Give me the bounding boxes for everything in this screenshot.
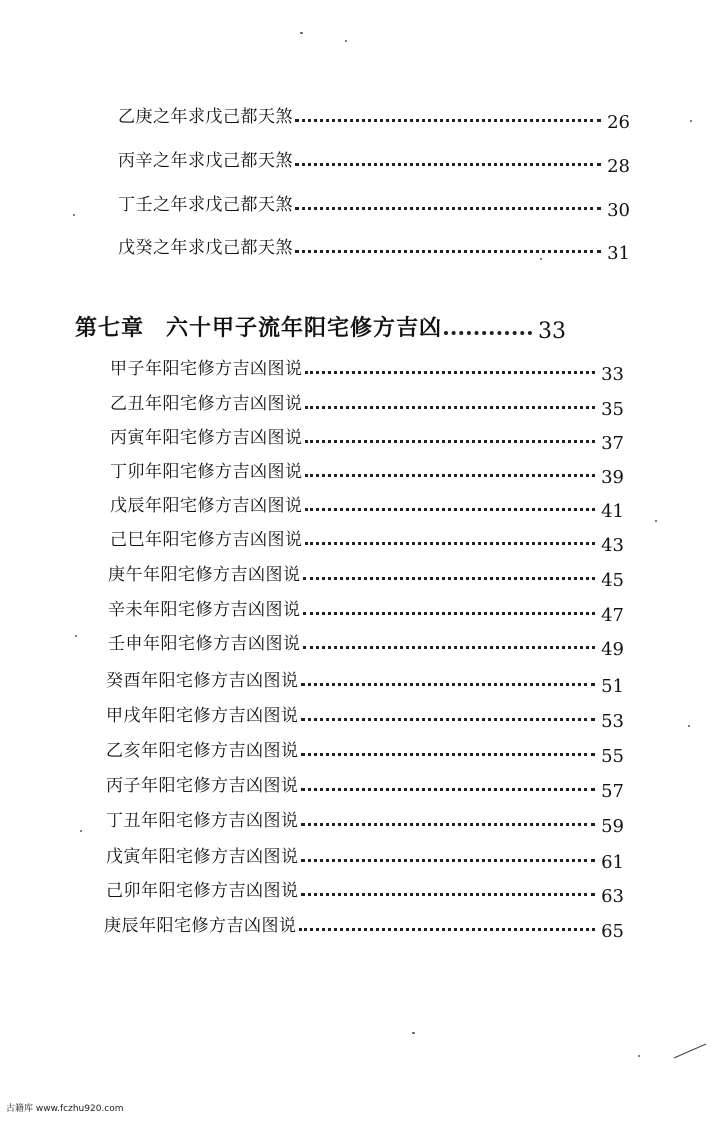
toc-entry-page: 28 — [607, 156, 630, 177]
toc-entry-page: 59 — [601, 816, 624, 837]
toc-entry-title: 己卯年阳宅修方吉凶图说 — [106, 881, 299, 901]
toc-entry-page: 37 — [601, 433, 624, 454]
scan-speck — [300, 32, 303, 34]
toc-entry-title: 戊辰年阳宅修方吉凶图说 — [110, 496, 303, 516]
toc-entry — [110, 487, 624, 522]
toc-entry-title: 庚午年阳宅修方吉凶图说 — [108, 565, 301, 585]
scan-speck — [80, 830, 82, 832]
dot-leader — [305, 473, 596, 477]
scan-speck — [412, 1032, 415, 1034]
toc-entry — [106, 767, 624, 802]
toc-entry-page: 26 — [607, 112, 630, 133]
toc-entry-title: 丙寅年阳宅修方吉凶图说 — [110, 428, 303, 448]
toc-entry — [106, 662, 624, 697]
toc-entry — [110, 419, 624, 454]
dot-leader — [301, 822, 596, 826]
toc-entry-title: 乙亥年阳宅修方吉凶图说 — [106, 741, 299, 761]
toc-entry-title: 壬申年阳宅修方吉凶图说 — [108, 634, 301, 654]
toc-entry-title: 丙子年阳宅修方吉凶图说 — [106, 776, 299, 796]
toc-entry — [108, 625, 624, 660]
toc-entry — [106, 732, 624, 767]
toc-entry-title: 癸酉年阳宅修方吉凶图说 — [106, 671, 299, 691]
toc-entry-title: 乙庚之年求戊己都天煞 — [118, 107, 293, 127]
toc-entry — [110, 521, 624, 556]
toc-entry — [104, 907, 624, 942]
toc-entry — [118, 98, 630, 133]
toc-entry-page: 33 — [601, 364, 624, 385]
dot-leader — [305, 405, 596, 409]
toc-entry — [118, 142, 630, 177]
toc-entry — [108, 556, 624, 591]
footer-site-name: 古籍库 — [6, 1104, 34, 1114]
scan-speck — [688, 725, 690, 727]
toc-entry-title: 辛未年阳宅修方吉凶图说 — [108, 600, 301, 620]
toc-entry-title: 戊癸之年求戊己都天煞 — [118, 238, 293, 258]
dot-leader — [305, 507, 596, 511]
dot-leader — [444, 330, 532, 335]
toc-entry-page: 39 — [601, 467, 624, 488]
scan-speck — [655, 520, 657, 522]
chapter-heading — [75, 308, 615, 342]
dot-leader — [295, 206, 601, 210]
toc-entry — [108, 591, 624, 626]
toc-entry-title: 戊寅年阳宅修方吉凶图说 — [106, 847, 299, 867]
toc-entry-title: 己巳年阳宅修方吉凶图说 — [110, 530, 303, 550]
dot-leader — [301, 682, 596, 686]
scan-speck — [75, 635, 77, 637]
toc-entry-title: 丁卯年阳宅修方吉凶图说 — [110, 462, 303, 482]
toc-entry-page: 55 — [601, 746, 624, 767]
toc-entry-page: 45 — [601, 570, 624, 591]
toc-entry — [110, 385, 624, 420]
toc-entry — [106, 697, 624, 732]
toc-entry — [118, 186, 630, 221]
toc-entry-title: 乙丑年阳宅修方吉凶图说 — [110, 394, 303, 414]
dot-leader — [295, 118, 601, 122]
toc-entry-title: 丙辛之年求戊己都天煞 — [118, 151, 293, 171]
dot-leader — [295, 162, 601, 166]
dot-leader — [303, 645, 596, 649]
chapter-page: 33 — [538, 319, 567, 344]
toc-entry-page: 30 — [607, 200, 630, 221]
toc-entry-title: 丁丑年阳宅修方吉凶图说 — [106, 811, 299, 831]
dot-leader — [305, 541, 596, 545]
dot-leader — [305, 370, 596, 374]
dot-leader — [299, 927, 596, 931]
scan-mark — [672, 1040, 708, 1060]
scan-speck — [638, 1055, 640, 1057]
toc-entry — [106, 872, 624, 907]
toc-entry-page: 49 — [601, 639, 624, 660]
dot-leader — [301, 717, 596, 721]
dot-leader — [303, 611, 596, 615]
toc-entry-page: 47 — [601, 605, 624, 626]
toc-entry-page: 43 — [601, 535, 624, 556]
dot-leader — [305, 439, 596, 443]
dot-leader — [295, 249, 601, 253]
toc-entry-page: 51 — [601, 676, 624, 697]
toc-entry-page: 63 — [601, 886, 624, 907]
chapter-name: 六十甲子流年阳宅修方吉凶 — [166, 315, 443, 341]
dot-leader — [301, 787, 596, 791]
toc-entry-page: 35 — [601, 399, 624, 420]
toc-entry-page: 57 — [601, 781, 624, 802]
dot-leader — [301, 858, 596, 862]
dot-leader — [301, 752, 596, 756]
toc-entry-page: 65 — [601, 921, 624, 942]
toc-entry — [110, 453, 624, 488]
toc-entry — [110, 350, 624, 385]
toc-entry — [118, 229, 630, 264]
dot-leader — [301, 892, 596, 896]
toc-entry — [106, 838, 624, 873]
chapter-label: 第七章 — [75, 315, 145, 341]
scan-speck — [540, 258, 542, 260]
toc-entry — [106, 802, 624, 837]
footer-url: www.fczhu920.com — [35, 1104, 124, 1114]
chapter-title — [75, 314, 442, 342]
toc-entry-title: 甲戌年阳宅修方吉凶图说 — [106, 706, 299, 726]
toc-entry-page: 53 — [601, 711, 624, 732]
toc-entry-page: 61 — [601, 852, 624, 873]
scan-speck — [690, 120, 692, 122]
footer-watermark — [6, 1101, 124, 1114]
toc-entry-title: 庚辰年阳宅修方吉凶图说 — [104, 916, 297, 936]
scan-speck — [345, 40, 347, 42]
toc-entry-title: 甲子年阳宅修方吉凶图说 — [110, 359, 303, 379]
toc-entry-page: 41 — [601, 501, 624, 522]
toc-entry-title: 丁壬之年求戊己都天煞 — [118, 195, 293, 215]
dot-leader — [303, 576, 596, 580]
scan-speck — [73, 214, 75, 216]
toc-entry-page: 31 — [607, 243, 630, 264]
